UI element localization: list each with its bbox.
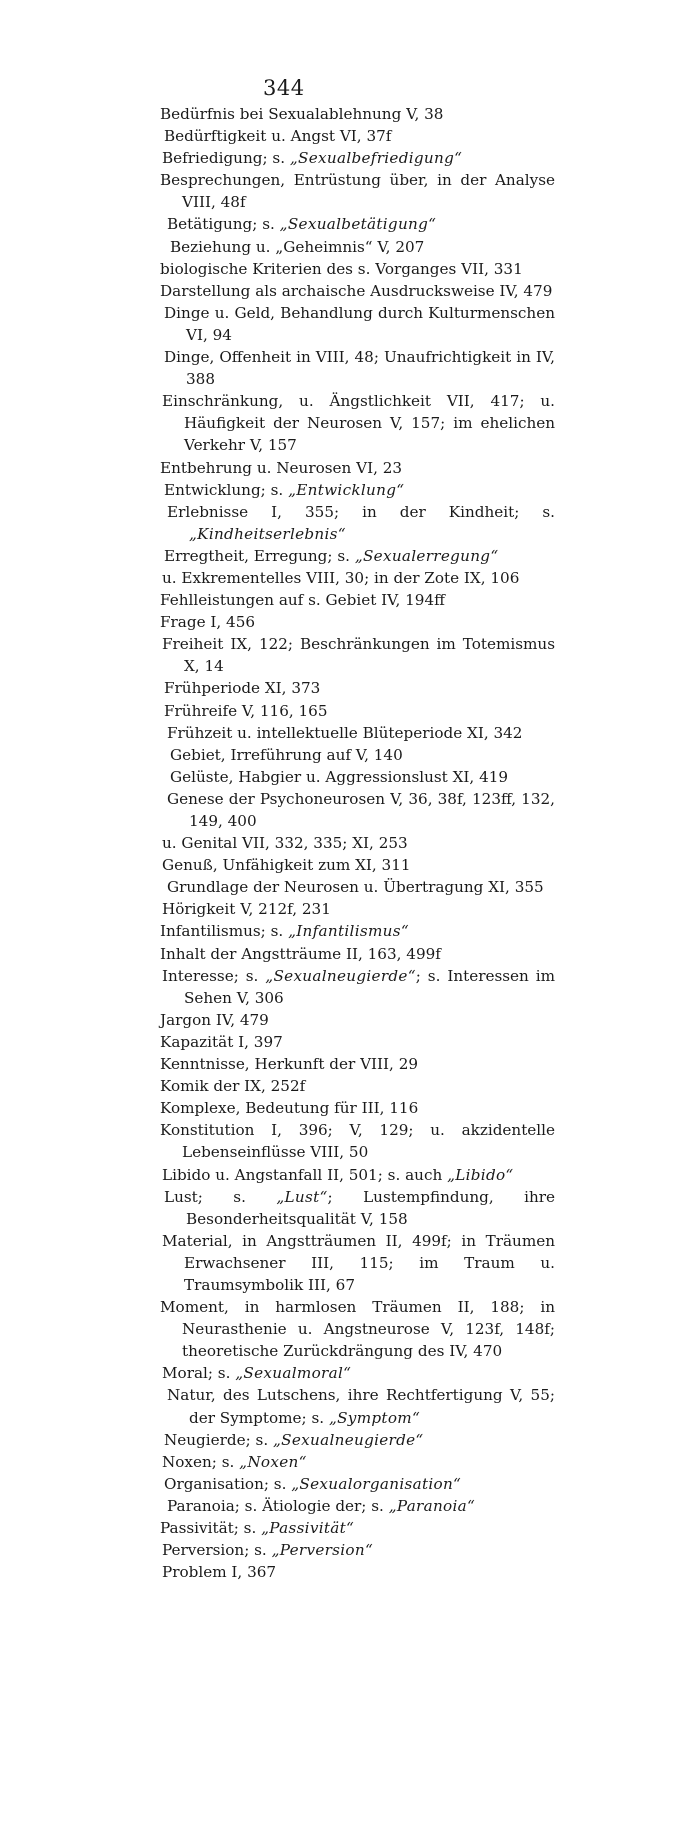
- entry-text: Frühzeit u. intellektuelle Blüteperiode XI, 342: [167, 723, 523, 742]
- entry-text: Paranoia; s. Ätiologie der; s.: [167, 1496, 389, 1515]
- index-entry: [170, 766, 555, 788]
- entry-text: Entbehrung u. Neurosen VI, 23: [160, 458, 403, 477]
- cross-reference: „Infantilismus“: [288, 922, 409, 941]
- index-entry: [162, 1164, 555, 1186]
- index-entry: [160, 280, 555, 302]
- cross-reference: „Paranoia“: [388, 1496, 476, 1515]
- entry-text: Betätigung; s.: [167, 215, 280, 234]
- cross-reference: „Sexualorganisation“: [291, 1474, 462, 1493]
- index-entry: [170, 744, 555, 766]
- index-entry: [160, 1517, 555, 1539]
- entry-text: Libido u. Angstanfall II, 501; s. auch: [162, 1165, 448, 1184]
- index-entry: [162, 147, 555, 169]
- index-entry: [164, 125, 555, 147]
- entry-text: Interesse; s.: [162, 966, 266, 985]
- entry-text: Neugierde; s.: [164, 1430, 273, 1449]
- entry-text: Frühperiode XI, 373: [164, 679, 321, 698]
- cross-reference: „Symptom“: [328, 1408, 421, 1427]
- entry-text: Befriedigung; s.: [162, 149, 290, 168]
- entry-text: Hörigkeit V, 212f, 231: [162, 900, 331, 919]
- cross-reference: „Entwicklung“: [288, 480, 405, 499]
- index-entry: [160, 1119, 555, 1163]
- entry-text: Bedürftigkeit u. Angst VI, 37f: [164, 127, 392, 146]
- index-entry: [167, 1495, 555, 1517]
- entry-text: Gelüste, Habgier u. Aggressionslust XI, 419: [170, 767, 509, 786]
- entry-text: Inhalt der Angstträume II, 163, 499f: [160, 944, 441, 963]
- index-entry: [167, 722, 555, 744]
- entry-text: Grundlage der Neurosen u. Übertragung XI, 355: [167, 878, 544, 897]
- entry-text: Genese der Psychoneurosen V, 36, 38f, 123ff, 132, 149, 400: [167, 789, 555, 830]
- entry-text: Frage I, 456: [160, 613, 256, 632]
- entry-text: Jargon IV, 479: [160, 1010, 269, 1029]
- entry-text: Kenntnisse, Herkunft der VIII, 29: [160, 1055, 419, 1074]
- index-entry: [162, 1362, 555, 1384]
- entry-text: Organisation; s.: [164, 1474, 292, 1493]
- index-entry: [162, 1539, 555, 1561]
- cross-reference: „Perversion“: [271, 1541, 374, 1560]
- index-entry: [162, 567, 555, 589]
- cross-reference: „Sexualneugierde“: [265, 966, 416, 985]
- entry-text: Noxen; s.: [162, 1452, 240, 1471]
- entry-text: ; Lustempfindung, ihre Besonderheitsqualität V, 158: [186, 1187, 555, 1228]
- index-entry: [167, 1384, 555, 1428]
- cross-reference: „Sexualneugierde“: [273, 1430, 424, 1449]
- entry-text: Problem I, 367: [162, 1563, 277, 1582]
- entry-text: Dinge u. Geld, Behandlung durch Kulturmenschen VI, 94: [164, 303, 555, 344]
- index-entry: [167, 876, 555, 898]
- index-entry: [164, 1186, 555, 1230]
- entry-text: Lust; s.: [164, 1187, 277, 1206]
- entry-text: Besprechungen, Entrüstung über, in der Analyse VIII, 48f: [160, 171, 555, 212]
- entry-text: Erlebnisse I, 355; in der Kindheit; s.: [167, 502, 555, 521]
- index-entry: [162, 390, 555, 456]
- index-entry: [164, 302, 555, 346]
- index-entry: [162, 633, 555, 677]
- entry-text: Material, in Angstträumen II, 499f; in Träumen Erwachsener III, 115; im Traum u. Traumsymbolik III, 67: [162, 1231, 555, 1294]
- index-entry: [162, 965, 555, 1009]
- index-entry: [160, 943, 555, 965]
- entry-text: u. Exkrementelles VIII, 30; in der Zote IX, 106: [162, 568, 520, 587]
- index-entry: [162, 1451, 555, 1473]
- index-entry: [162, 1561, 555, 1583]
- entry-text: Darstellung als archaische Ausdrucksweise IV, 479: [160, 281, 553, 300]
- entry-text: Bedürfnis bei Sexualablehnung V, 38: [160, 105, 444, 123]
- entry-text: Passivität; s.: [160, 1519, 262, 1537]
- index-entry: [160, 1097, 555, 1119]
- index-entry: [164, 1429, 555, 1451]
- cross-reference: „Noxen“: [239, 1452, 307, 1471]
- index-entry: [167, 788, 555, 832]
- index-entry: [162, 898, 555, 920]
- entry-text: Komik der IX, 252f: [160, 1077, 306, 1096]
- index-entry: [164, 677, 555, 699]
- cross-reference: „Sexualerregung“: [354, 546, 499, 565]
- index-entry: [162, 1230, 555, 1296]
- entry-text: Konstitution I, 396; V, 129; u. akzidentelle Lebenseinflüsse VIII, 50: [160, 1121, 555, 1162]
- entry-text: Infantilismus; s.: [160, 922, 289, 941]
- index-entry: [164, 1473, 555, 1495]
- index-entry: [160, 611, 555, 633]
- entry-text: Beziehung u. „Geheimnis“ V, 207: [170, 237, 425, 256]
- entry-text: ; s. Interessen im Sehen V, 306: [184, 966, 555, 1007]
- entry-text: Moment, in harmlosen Träumen II, 188; in Neurasthenie u. Angstneurose V, 123f, 148f; theoretische Zurückdrängung des IV, 470: [160, 1298, 555, 1361]
- entry-text: Entwicklung; s.: [164, 480, 289, 499]
- index-entry: [160, 1075, 555, 1097]
- entry-text: biologische Kriterien des s. Vorganges VII, 331: [160, 259, 523, 278]
- index-entry: [160, 1031, 555, 1053]
- index-entry: [162, 854, 555, 876]
- cross-reference: „Passivität“: [261, 1519, 355, 1537]
- index-entry: [167, 213, 555, 235]
- index-entry: [160, 589, 555, 611]
- index-entry: [160, 1296, 555, 1362]
- index-entry: [170, 236, 555, 258]
- cross-reference: „Lust“: [276, 1187, 328, 1206]
- index-entry: [160, 1053, 555, 1075]
- entry-text: Einschränkung, u. Ängstlichkeit VII, 417; u. Häufigkeit der Neurosen V, 157; im ehelichen Verkehr V, 157: [162, 392, 555, 455]
- index-entry: [160, 1009, 555, 1031]
- index-entry: [160, 457, 555, 479]
- index-entry: [164, 545, 555, 567]
- index-entry: [160, 169, 555, 213]
- entry-text: u. Genital VII, 332, 335; XI, 253: [162, 834, 408, 853]
- index-column: [160, 103, 555, 1583]
- entry-text: Dinge, Offenheit in VIII, 48; Unaufrichtigkeit in IV, 388: [164, 348, 555, 389]
- cross-reference: „Sexualmoral“: [235, 1364, 352, 1383]
- entry-text: Kapazität I, 397: [160, 1032, 283, 1051]
- index-entry: [164, 479, 555, 501]
- entry-text: Erregtheit, Erregung; s.: [164, 546, 355, 565]
- cross-reference: „Kindheitserlebnis“: [189, 524, 346, 543]
- cross-reference: „Sexualbetätigung“: [279, 215, 437, 234]
- index-entry: [164, 700, 555, 722]
- entry-text: Moral; s.: [162, 1364, 236, 1383]
- entry-text: Natur, des Lutschens, ihre Rechtfertigung V, 55; der Symptome; s.: [167, 1386, 555, 1427]
- entry-text: Freiheit IX, 122; Beschränkungen im Totemismus X, 14: [162, 635, 555, 676]
- index-entry: [160, 103, 555, 125]
- entry-text: Frühreife V, 116, 165: [164, 701, 328, 720]
- index-entry: [164, 346, 555, 390]
- entry-text: Gebiet, Irreführung auf V, 140: [170, 745, 403, 764]
- cross-reference: „Sexualbefriedigung“: [289, 149, 463, 168]
- index-entry: [160, 920, 555, 942]
- index-entry: [167, 501, 555, 545]
- index-entry: [160, 258, 555, 280]
- entry-text: Perversion; s.: [162, 1541, 272, 1560]
- index-entry: [162, 832, 555, 854]
- entry-text: Genuß, Unfähigkeit zum XI, 311: [162, 856, 411, 875]
- entry-text: Fehlleistungen auf s. Gebiet IV, 194ff: [160, 591, 445, 610]
- cross-reference: „Libido“: [447, 1165, 514, 1184]
- entry-text: Komplexe, Bedeutung für III, 116: [160, 1099, 419, 1118]
- page-number: 344: [263, 76, 305, 100]
